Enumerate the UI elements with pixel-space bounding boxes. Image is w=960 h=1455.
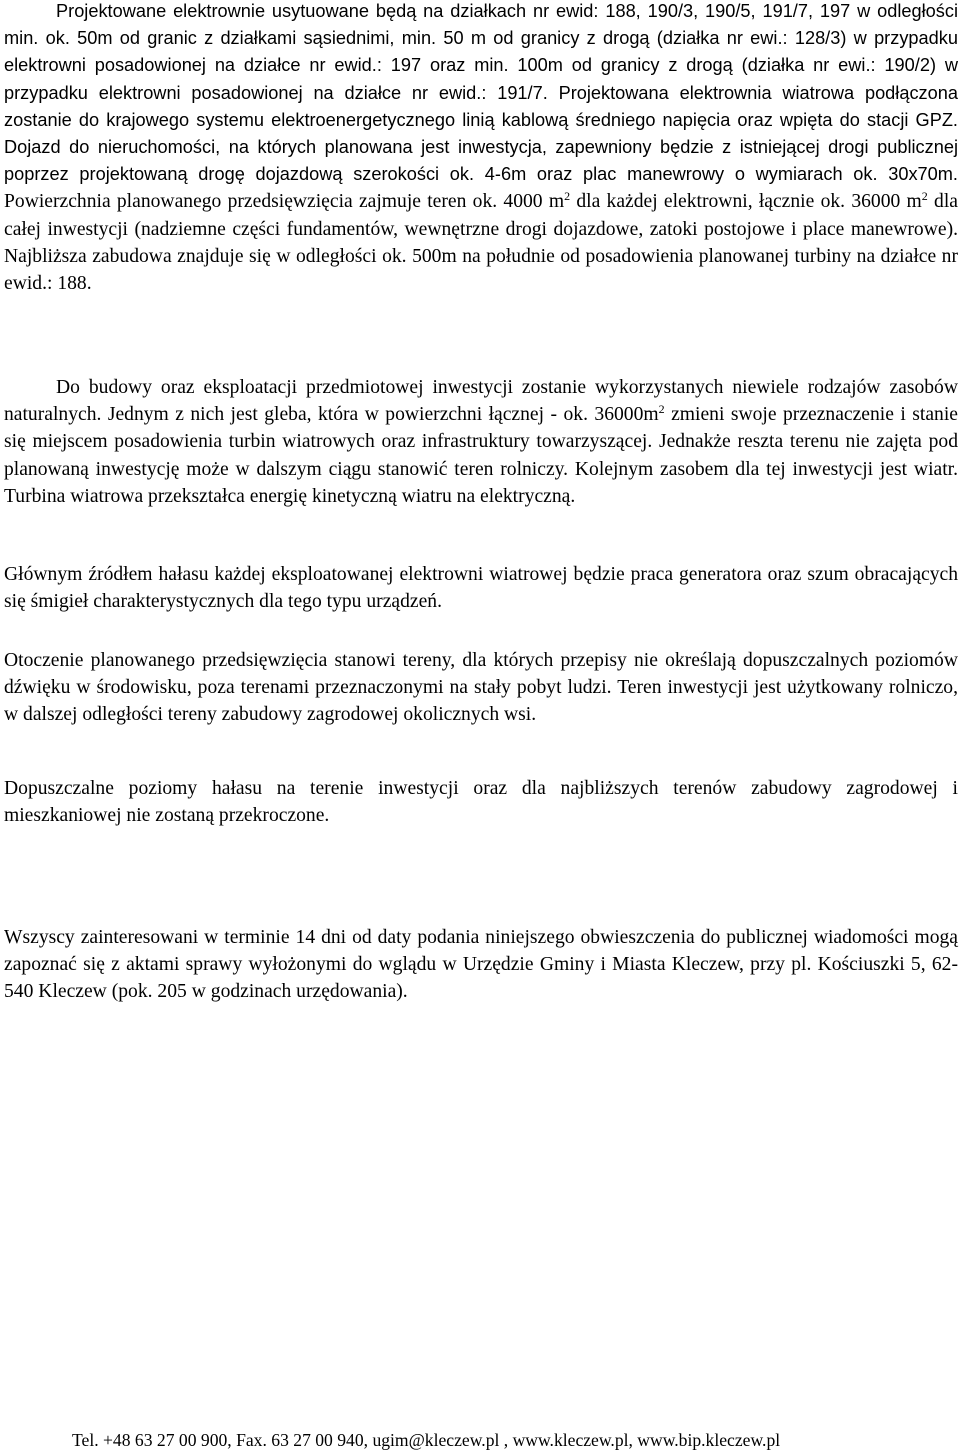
paragraph-natural-resources-text-2: zmieni swoje przeznaczenie i stanie się miejscem posadowienia turbin wiatrowych oraz infrastruktury towarzyszącej. Jednakże reszta terenu nie zajęta pod planowaną inwestycję może w dalszym ciągu stanowić teren rolniczy. Kolejnym zasobem dla tej inwestycji jest wiatr. Turbina wiatrowa przekształca energię kinetyczną wiatru na elektryczną. [4,404,958,507]
paragraph-natural-resources [4,374,958,510]
footer-contact-line: Tel. +48 63 27 00 900, Fax. 63 27 00 940, ugim@kleczew.pl , www.kleczew.pl, www.bip.kleczew.pl [72,1430,781,1450]
paragraph-surroundings: Otoczenie planowanego przedsięwzięcia stanowi tereny, dla których przepisy nie określają dopuszczalnych poziomów dźwięku w środowisku, poza terenami przeznaczonymi na stały pobyt ludzi. Teren inwestycji jest użytkowany rolniczo, w dalszej odległości tereny zabudowy zagrodowej okolicznych wsi. [4,650,958,726]
superscript-square: 2 [921,189,928,204]
paragraph-public-notice: Wszyscy zainteresowani w terminie 14 dni od daty podania niniejszego obwieszczenia do publicznej wiadomości mogą zapoznać się z aktami sprawy wyłożonymi do wglądu w Urzędzie Gminy i Miasta Kleczew, przy pl. Kościuszki 5, 62-540 Kleczew (pok. 205 w godzinach urzędowania). [4,927,958,1003]
paragraph-noise-limits: Dopuszczalne poziomy hałasu na terenie inwestycji oraz dla najbliższych terenów zabudowy zagrodowej i mieszkaniowej nie zostaną przekroczone. [4,778,958,827]
paragraph-area-text-2: dla każdej elektrowni, łącznie ok. 36000 m [570,191,922,213]
superscript-square: 2 [564,189,571,204]
paragraph-natural-resources-text: Do budowy oraz eksploatacji przedmiotowej inwestycji zostanie wykorzystanych niewiele rodzajów zasobów naturalnych. Jednym z nich jest gleba, która w powierzchni łącznej - ok. 36000m [4,377,958,426]
superscript-square: 2 [658,402,665,417]
paragraph-project-location [4,0,958,297]
paragraph-area-text: Powierzchnia planowanego przedsięwzięcia zajmuje teren ok. 4000 m [4,191,565,213]
paragraph-noise-source: Głównym źródłem hałasu każdej eksploatowanej elektrowni wiatrowej będzie praca generatora oraz szum obracających się śmigieł charakterystycznych dla tego typu urządzeń. [4,564,958,613]
paragraph-area-text-3: dla całej inwestycji (nadziemne części fundamentów, wewnętrzne drogi dojazdowe, zatoki postojowe i place manewrowe). Najbliższa zabudowa znajduje się w odległości ok. 500m na południe od posadowienia planowanej turbiny na działce nr ewid.: 188. [4,191,958,295]
paragraph-project-location-sans-text: Projektowane elektrownie usytuowane będą na działkach nr ewid: 188, 190/3, 190/5, 191/7, 197 w odległości min. ok. 50m od granic z działkami sąsiednimi, min. 50 m od granicy z drogą (działka nr ewi.: 128/3) w przypadku elektrowni posadowionej na działce nr ewid.: 197 oraz min. 100m od granicy z drogą (działka nr ewi.: 190/2) w przypadku elektrowni posadowionej na działce nr ewid.: 191/7. Projektowana elektrownia wiatrowa podłączona zostanie do krajowego systemu elektroenergetycznego linią kablową średniego napięcia oraz wpięta do stacji GPZ. Dojazd do nieruchomości, na których planowana jest inwestycja, zapewniony będzie z istniejącej drogi publicznej poprzez projektowaną drogę dojazdową szerokości ok. 4-6m oraz plac manewrowy o wymiarach ok. 30x70m. [4,1,958,185]
